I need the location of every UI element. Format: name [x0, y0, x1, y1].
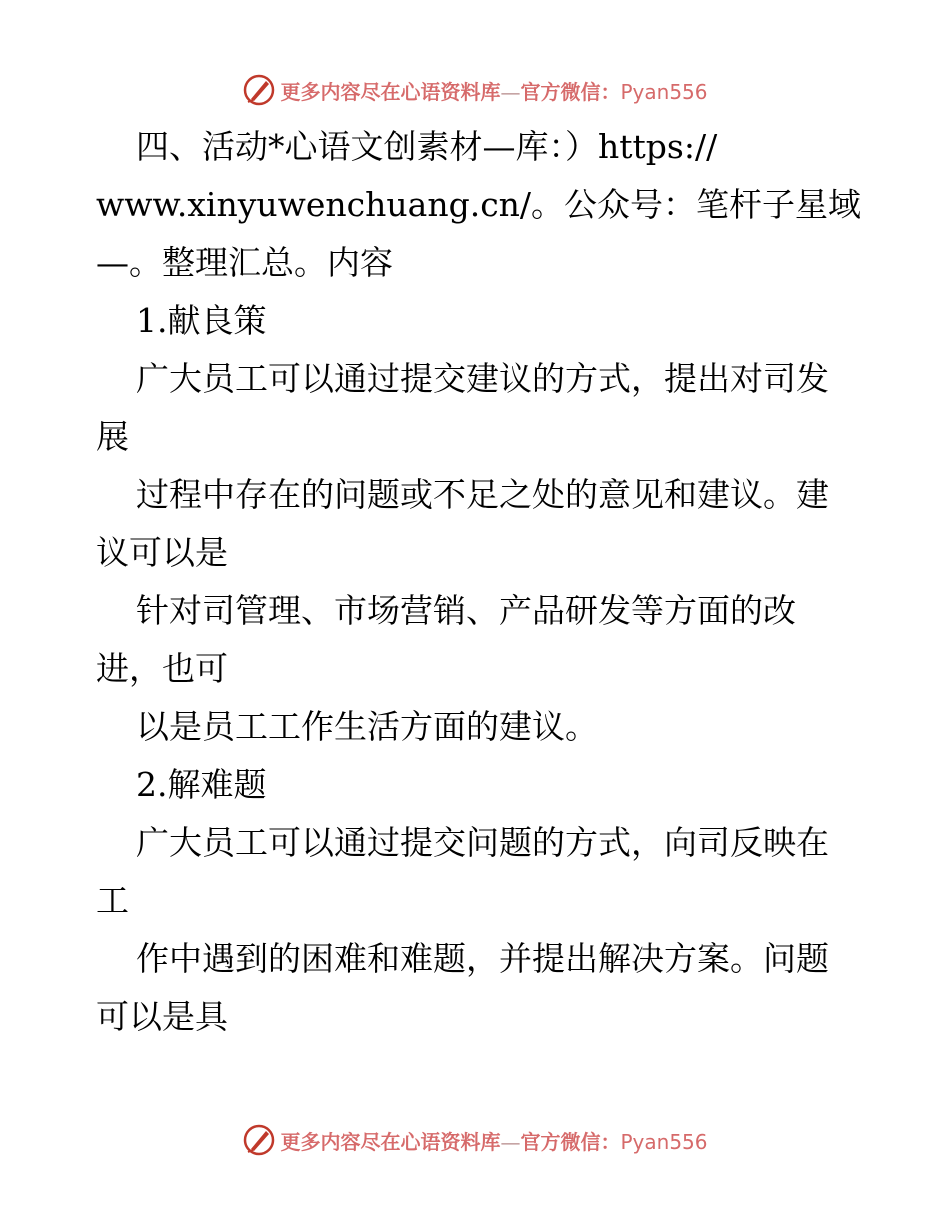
section-heading: 2.解难题	[136, 765, 267, 804]
footer-banner-main: 更多内容尽在心语资料库	[280, 1129, 501, 1154]
body-line: 可以是具	[96, 997, 228, 1036]
body-line: 广大员工可以通过提交建议的方式，提出对司发	[136, 359, 829, 398]
header-banner-text	[280, 76, 707, 105]
header-banner-official: 官方微信：	[520, 79, 621, 104]
header-banner-main: 更多内容尽在心语资料库	[280, 79, 501, 104]
document-body	[96, 118, 866, 1046]
body-line: 作中遇到的困难和难题，并提出解决方案。问题	[136, 939, 829, 978]
body-line: 展	[96, 417, 129, 456]
body-line: 针对司管理、市场营销、产品研发等方面的改	[136, 591, 796, 630]
footer-banner-text	[280, 1126, 707, 1155]
body-line: 广大员工可以通过提交问题的方式，向司反映在	[136, 823, 829, 862]
body-line: —。整理汇总。内容	[96, 243, 393, 282]
footer-banner-official: 官方微信：	[520, 1129, 621, 1154]
header-banner-separator: —	[500, 79, 521, 104]
footer-banner-separator: —	[500, 1129, 521, 1154]
header-banner	[0, 70, 950, 110]
quill-pen-logo-icon	[242, 73, 276, 107]
body-line: 以是员工工作生活方面的建议。	[136, 707, 598, 746]
body-line: www.xinyuwenchuang.cn/。公众号：笔杆子星域	[96, 185, 862, 224]
quill-pen-logo-icon	[242, 1123, 276, 1157]
body-line: 四、活动*心语文创素材—库：）https://	[136, 127, 718, 166]
body-line: 进，也可	[96, 649, 228, 688]
body-line: 工	[96, 881, 129, 920]
body-line: 过程中存在的问题或不足之处的意见和建议。建	[136, 475, 829, 514]
header-banner-contact: Pyan556	[620, 79, 708, 104]
body-line: 议可以是	[96, 533, 228, 572]
footer-banner-contact: Pyan556	[620, 1129, 708, 1154]
footer-banner	[0, 1120, 950, 1160]
section-heading: 1.献良策	[136, 301, 267, 340]
